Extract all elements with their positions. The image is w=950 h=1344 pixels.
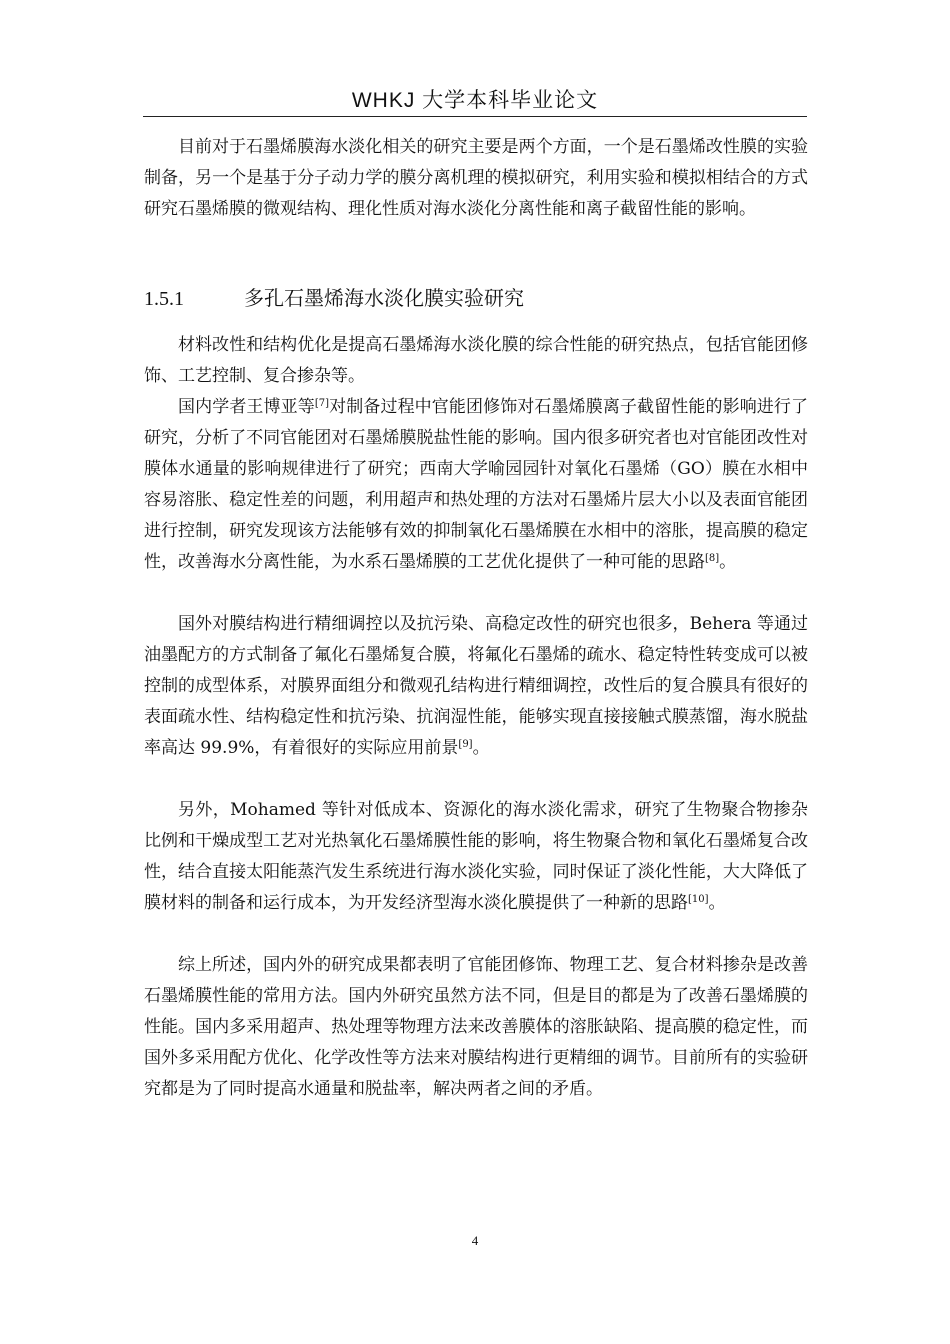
paragraph-2-text-c: 。 (719, 552, 737, 572)
paragraph-4-text-b: 。 (708, 893, 726, 913)
header-rule (143, 116, 807, 117)
page-number: 4 (471, 1233, 479, 1248)
citation-9: [9] (458, 739, 473, 750)
paragraph-2 (144, 392, 808, 578)
section-heading (144, 282, 524, 311)
paragraph-4-text-a: 另外，Mohamed 等针对低成本、资源化的海水淡化需求，研究了生物聚合物掺杂比例和干燥成型工艺对光热氧化石墨烯膜性能的影响，将生物聚合物和氧化石墨烯复合改性，结合直接太阳能蒸汽发生系统进行海水淡化实验，同时保证了淡化性能，大大降低了膜材料的制备和运行成本，为开发经济型海水淡化膜提供了一种新的思路 (144, 800, 808, 913)
paragraph-2-text-a: 国内学者王博亚等 (178, 397, 315, 417)
intro-paragraph: 目前对于石墨烯膜海水淡化相关的研究主要是两个方面，一个是石墨烯改性膜的实验制备，另一个是基于分子动力学的膜分离机理的模拟研究，利用实验和模拟相结合的方式研究石墨烯膜的微观结构、理化性质对海水淡化分离性能和离子截留性能的影响。 (144, 137, 808, 219)
section-heading-title: 多孔石墨烯海水淡化膜实验研究 (244, 286, 524, 310)
citation-8: [8] (705, 553, 720, 564)
paragraph-4 (144, 795, 808, 919)
paragraph-5: 综上所述，国内外的研究成果都表明了官能团修饰、物理工艺、复合材料掺杂是改善石墨烯膜性能的常用方法。国内外研究虽然方法不同，但是目的都是为了改善石墨烯膜的性能。国内多采用超声、热处理等物理方法来改善膜体的溶胀缺陷、提高膜的稳定性，而国外多采用配方优化、化学改性等方法来对膜结构进行更精细的调节。目前所有的实验研究都是为了同时提高水通量和脱盐率，解决两者之间的矛盾。 (144, 955, 808, 1099)
paragraph-1: 材料改性和结构优化是提高石墨烯海水淡化膜的综合性能的研究热点，包括官能团修饰、工艺控制、复合掺杂等。 (144, 335, 808, 386)
section-heading-number: 1.5.1 (144, 288, 184, 310)
citation-7: [7] (314, 398, 330, 409)
citation-10: [10] (688, 894, 709, 905)
paragraph-3 (144, 609, 808, 764)
paragraph-3-text-a: 国外对膜结构进行精细调控以及抗污染、高稳定改性的研究也很多，Behera 等通过油墨配方的方式制备了氟化石墨烯复合膜，将氟化石墨烯的疏水、稳定特性转变成可以被控制的成型体系，对膜界面组分和微观孔结构进行精细调控，改性后的复合膜具有很好的表面疏水性、结构稳定性和抗污染、抗润湿性能，能够实现直接接触式膜蒸馏，海水脱盐率高达 99.9%，有着很好的实际应用前景 (144, 614, 808, 758)
paragraph-2-text-b: 对制备过程中官能团修饰对石墨烯膜离子截留性能的影响进行了研究，分析了不同官能团对石墨烯膜脱盐性能的影响。国内很多研究者也对官能团改性对膜体水通量的影响规律进行了研究；西南大学喻园园针对氧化石墨烯（GO）膜在水相中容易溶胀、稳定性差的问题，利用超声和热处理的方法对石墨烯片层大小以及表面官能团进行控制，研究发现该方法能够有效的抑制氧化石墨烯膜在水相中的溶胀，提高膜的稳定性，改善海水分离性能，为水系石墨烯膜的工艺优化提供了一种可能的思路 (144, 397, 809, 572)
paragraph-3-text-b: 。 (472, 738, 490, 758)
running-header-title: WHKJ 大学本科毕业论文 (351, 89, 599, 112)
